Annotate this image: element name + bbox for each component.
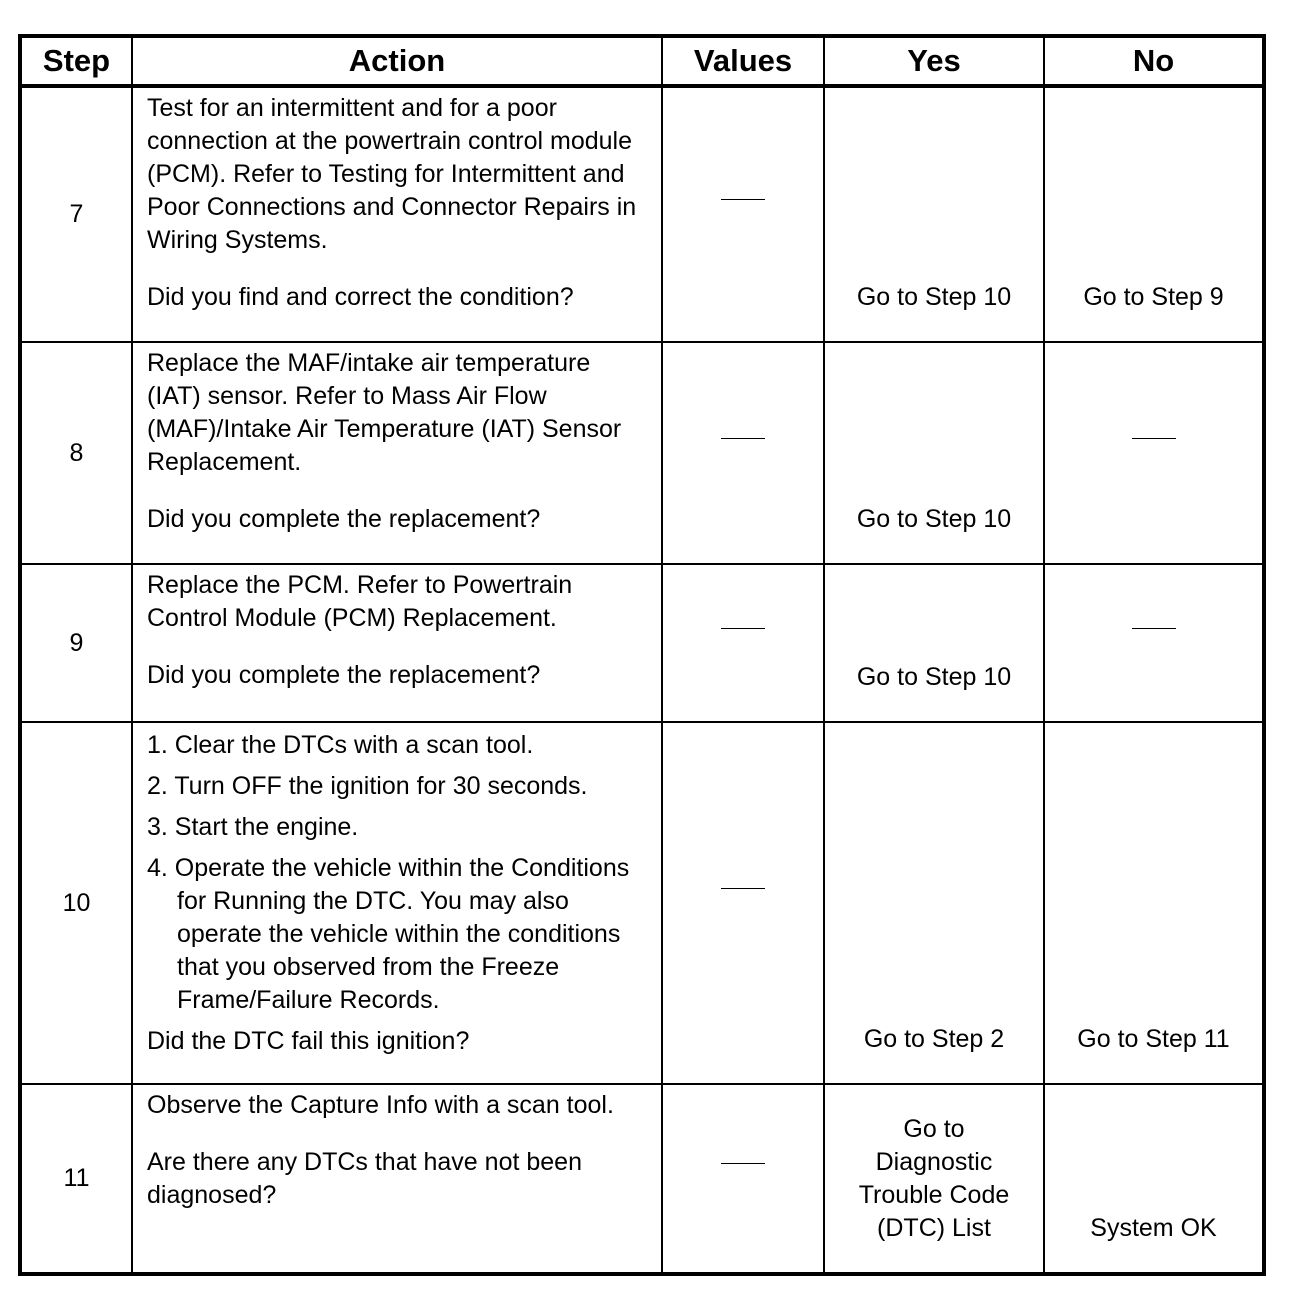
- action-cell: [132, 564, 662, 722]
- table-row-step-9: [20, 564, 1264, 722]
- action-text: Test for an intermittent and for a poor connection at the powertrain control module (PCM). Refer to Testing for Intermittent and Poor Connections and Connector Repairs in Wiring Systems.: [147, 94, 637, 254]
- values-cell: [662, 1084, 824, 1274]
- step-number: 9: [20, 564, 132, 722]
- no-result: System OK: [1044, 1084, 1264, 1274]
- action-cell: [132, 1084, 662, 1274]
- diagnostic-step-table: [18, 34, 1266, 1276]
- table-row-step-11: [20, 1084, 1264, 1274]
- yes-result: Go to Step 2: [824, 722, 1044, 1084]
- action-cell: [132, 342, 662, 564]
- table-row-step-10: [20, 722, 1264, 1084]
- action-cell: [132, 86, 662, 342]
- step-number: 8: [20, 342, 132, 564]
- no-result: [1044, 564, 1264, 722]
- step-number: 7: [20, 86, 132, 342]
- header-action: Action: [132, 36, 662, 86]
- action-question: Did you find and correct the condition?: [147, 283, 574, 311]
- yes-result: Go to Step 10: [824, 342, 1044, 564]
- not-applicable-dash: [721, 628, 765, 629]
- table-row-step-8: [20, 342, 1264, 564]
- action-step-item: 1. Clear the DTCs with a scan tool.: [147, 731, 534, 759]
- header-step: Step: [20, 36, 132, 86]
- yes-result-text: Go to Diagnostic Trouble Code (DTC) List: [858, 1115, 1010, 1242]
- action-cell: [132, 722, 662, 1084]
- no-result: [1044, 342, 1264, 564]
- not-applicable-dash: [721, 438, 765, 439]
- step-number: 10: [20, 722, 132, 1084]
- header-no: No: [1044, 36, 1264, 86]
- action-text: Replace the PCM. Refer to Powertrain Control Module (PCM) Replacement.: [147, 571, 573, 632]
- action-question: Did you complete the replacement?: [147, 505, 541, 533]
- action-step-item: 4. Operate the vehicle within the Conditions for Running the DTC. You may also operate the vehicle within the conditions that you observed from the Freeze Frame/Failure Records.: [147, 854, 630, 1014]
- action-question: Did you complete the replacement?: [147, 661, 541, 689]
- yes-result: Go to Step 10: [824, 86, 1044, 342]
- values-cell: [662, 86, 824, 342]
- action-text: Observe the Capture Info with a scan tool.: [147, 1091, 614, 1119]
- no-result: Go to Step 9: [1044, 86, 1264, 342]
- yes-result: Go to Step 10: [824, 564, 1044, 722]
- header-yes: Yes: [824, 36, 1044, 86]
- header-values: Values: [662, 36, 824, 86]
- values-cell: [662, 722, 824, 1084]
- table-row-step-7: [20, 86, 1264, 342]
- action-step-item: 3. Start the engine.: [147, 813, 359, 841]
- header-row: [20, 36, 1264, 86]
- action-text: Replace the MAF/intake air temperature (IAT) sensor. Refer to Mass Air Flow (MAF)/Intake Air Temperature (IAT) Sensor Replacement.: [147, 349, 622, 476]
- not-applicable-dash: [721, 199, 765, 200]
- values-cell: [662, 564, 824, 722]
- not-applicable-dash: [1132, 628, 1176, 629]
- action-question: Are there any DTCs that have not been diagnosed?: [147, 1148, 582, 1209]
- not-applicable-dash: [721, 888, 765, 889]
- action-step-item: 2. Turn OFF the ignition for 30 seconds.: [147, 772, 588, 800]
- no-result: Go to Step 11: [1044, 722, 1264, 1084]
- action-question: Did the DTC fail this ignition?: [147, 1027, 470, 1055]
- not-applicable-dash: [1132, 438, 1176, 439]
- step-number: 11: [20, 1084, 132, 1274]
- not-applicable-dash: [721, 1163, 765, 1164]
- values-cell: [662, 342, 824, 564]
- yes-result: [824, 1084, 1044, 1274]
